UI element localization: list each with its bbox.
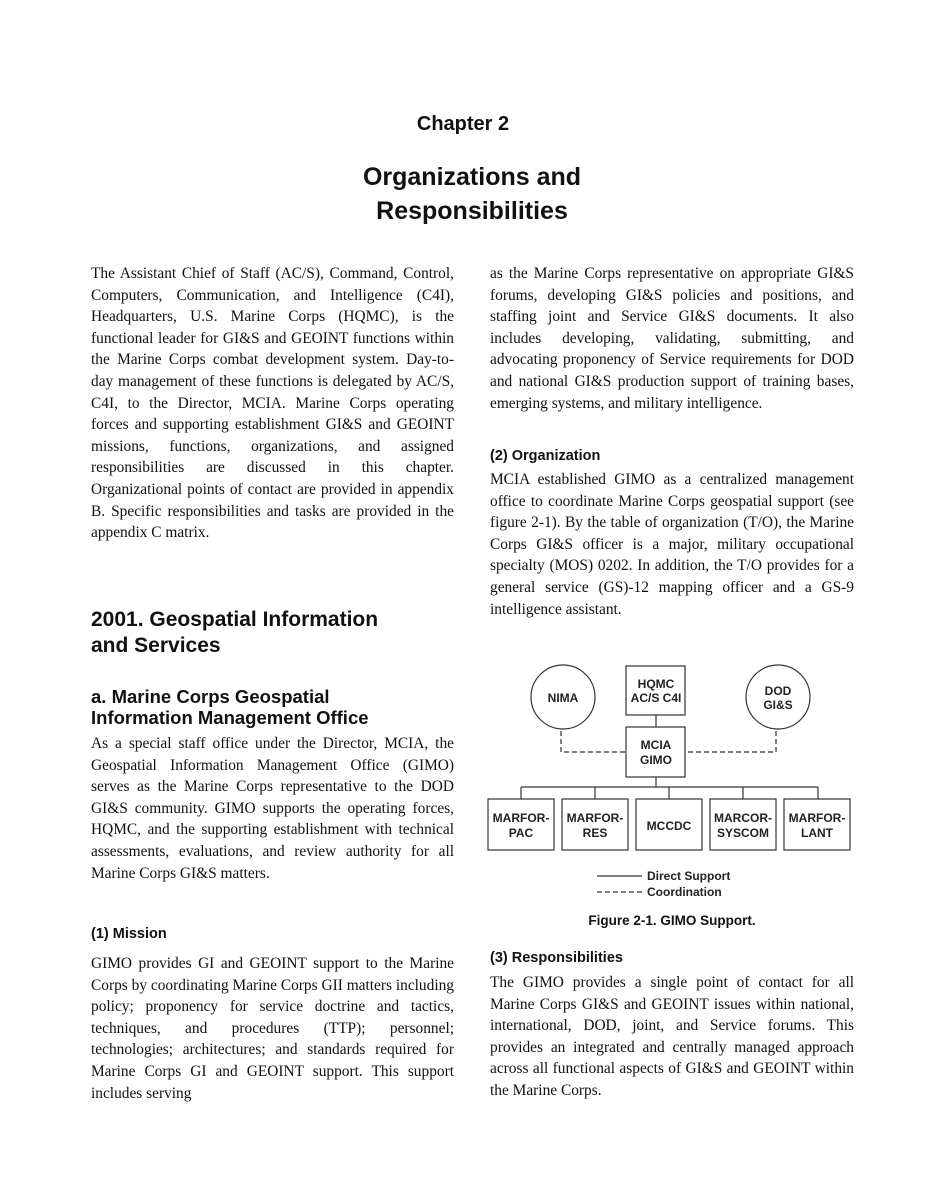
mission-paragraph-continued: as the Marine Corps representative on appropriate GI&S forums, developing GI&S policies and positions, and staffing joint and Service GI&S documents. It also includes developing, validating, submitting, and advocating proponency of Service requirements for DOD and national GI&S production support of training bases, emerging systems, and military intelligence. <box>490 265 854 412</box>
hqmc-label-line2: AC/S C4I <box>630 691 682 705</box>
chapter-title <box>0 160 926 228</box>
marforlant-label-line1: MARFOR- <box>788 811 846 825</box>
marcorsyscom-label-line1: MARCOR- <box>714 811 772 825</box>
nima-coordination-line <box>561 731 626 752</box>
subsection-a-heading <box>91 686 454 728</box>
dod-label-line2: GI&S <box>763 698 793 712</box>
chapter-label: Chapter 2 <box>416 113 510 135</box>
mcia-gimo-node <box>626 727 685 777</box>
nima-label: NIMA <box>547 691 579 705</box>
responsibilities-heading: (3) Responsibilities <box>490 950 623 966</box>
organization-heading: (2) Organization <box>490 448 601 464</box>
marforlant-label-line2: LANT <box>801 826 833 840</box>
hqmc-label-line1: HQMC <box>637 677 675 691</box>
gimo-support-diagram <box>484 660 856 905</box>
organization-paragraph: MCIA established GIMO as a centralized management office to coordinate Marine Corps geospatial support (see figure 2-1). By the table of organization (T/O), the Marine Corps GI&S officer is a major, military occupational specialty (MOS) 0202. In addition, the T/O provides for a general service (GS)-12 mapping officer and a GS-9 intelligence assistant. <box>490 471 854 618</box>
mccdc-label: MCCDC <box>646 819 692 833</box>
marforres-label-line2: RES <box>582 826 608 840</box>
mission-heading: (1) Mission <box>91 926 167 942</box>
responsibilities-paragraph: The GIMO provides a single point of contact for all Marine Corps GI&S and GEOINT issues within national, international, DOD, joint, and Service forums. This provides an integrated and centrally managed approach across all functional aspects of GI&S and GEOINT within the Marine Corps. <box>490 974 854 1099</box>
chapter-title-line2: Responsibilities <box>376 197 568 225</box>
section-2001-heading-line1: 2001. Geospatial Information <box>91 608 379 631</box>
marforpac-label-line2: PAC <box>508 826 534 840</box>
marforpac-label-line1: MARFOR- <box>492 811 550 825</box>
section-2001-heading-line2: and Services <box>91 634 221 657</box>
mcia-label-line1: MCIA <box>640 738 672 752</box>
intro-paragraph: The Assistant Chief of Staff (AC/S), Command, Control, Computers, Communication, and Intelligence (C4I), Headquarters, U.S. Marine Corps (HQMC), is the functional leader for GI&S and GEOINT functions within the Marine Corps combat development system. Day-to-day management of these functions is delegated by AC/S, C4I, to the Director, MCIA. Marine Corps operating forces and supporting establishment GI&S and GEOINT missions, functions, organizations, and assigned responsibilities are discussed in this chapter. Organizational points of contact are provided in appendix B. Specific responsibilities and tasks are provided in the appendix C matrix. <box>91 265 454 542</box>
chapter-title-line1: Organizations and <box>362 163 582 191</box>
subsection-a-heading-line1: a. Marine Corps Geospatial <box>91 686 330 707</box>
subsection-a-heading-line2: Information Management Office <box>91 707 369 728</box>
legend-direct-support: Direct Support <box>647 869 731 883</box>
dod-coordination-line <box>685 731 776 752</box>
marforres-label-line1: MARFOR- <box>566 811 624 825</box>
mission-paragraph: GIMO provides GI and GEOINT support to the Marine Corps by coordinating Marine Corps GII matters including policy; proponency for service doctrine and tactics, techniques, and procedures (TTP); personnel; technologies; architectures; and standards required for Marine Corps GI and GEOINT support. This support includes serving <box>91 955 454 1102</box>
marcorsyscom-label-line2: SYSCOM <box>716 826 770 840</box>
mcia-label-line2: GIMO <box>640 753 672 767</box>
figure-caption: Figure 2-1. GIMO Support. <box>588 913 756 928</box>
legend-coordination: Coordination <box>647 885 722 899</box>
gimo-paragraph: As a special staff office under the Director, MCIA, the Geospatial Information Management Office (GIMO) serves as the Marine Corps representative to the DOD GI&S community. GIMO supports the operating forces, HQMC, and the supporting establishment with technical assessments, evaluations, and review authority for all Marine Corps GI&S matters. <box>91 735 454 882</box>
dod-label-line1: DOD <box>764 684 792 698</box>
section-2001-heading <box>91 607 454 659</box>
